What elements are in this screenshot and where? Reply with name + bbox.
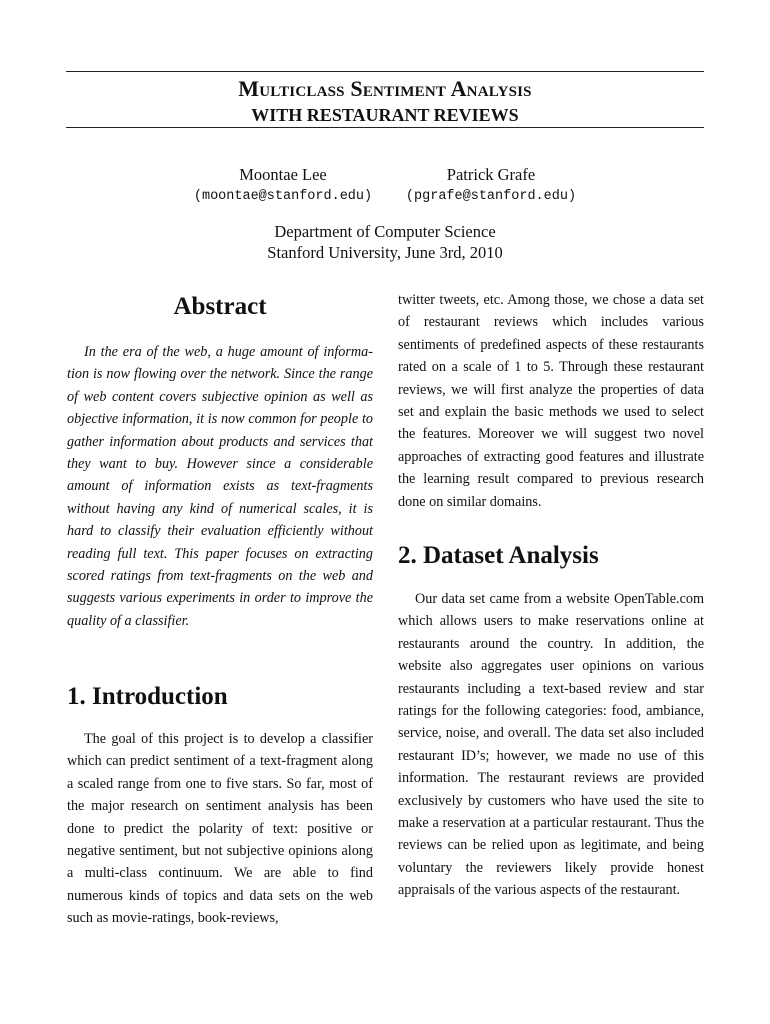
introduction-text: The goal of this project is to develop a classifier which can predict sentiment of a text-fragment along a scaled range from one to five stars. So far, most of the major research on sentiment analysis has been done to predict the polarity of text: positive or negative sentiment, but not subjective opinions along a multi-class continuum. We are able to find numerous kinds of topics and data sets on the web such as movie-ratings, book-reviews, <box>67 731 373 927</box>
university-date: Stanford University, June 3rd, 2010 <box>267 243 503 262</box>
author-email: (pgrafe@stanford.edu) <box>405 189 577 204</box>
title-bottom-rule <box>66 127 704 128</box>
introduction-continued <box>398 289 704 513</box>
dataset-analysis-heading: 2. Dataset Analysis <box>398 542 599 569</box>
author-block-1 <box>163 165 403 206</box>
department: Department of Computer Science <box>274 222 496 241</box>
title-top-rule <box>66 71 704 72</box>
abstract-heading: Abstract <box>173 293 267 320</box>
author-email: (moontae@stanford.edu) <box>193 189 373 204</box>
author-block-2 <box>371 165 611 206</box>
introduction-heading: 1. Introduction <box>67 683 228 710</box>
affiliation <box>0 221 770 263</box>
dataset-analysis-text: Our data set came from a website OpenTable.com which allows users to make reservations online at restaurants around the country. In addition, the website also aggregates user opinions on various restaurants including a text-based review and star ratings for the following categories: food, ambiance, service, noise, and overall. The data set also included restaurant ID’s; however, we made no use of this information. The restaurant reviews are provided exclusively by customers who have used the site to make a reservation at a particular restaurant. Thus the reviews can be relied upon as legitimate, and being voluntary the reviewers likely provide honest appraisals of the various aspects of the restaurant. <box>398 591 704 899</box>
author-name: Moontae Lee <box>239 165 327 184</box>
paper-title-line1: Multiclass Sentiment Analysis <box>238 76 532 101</box>
paper-title-line2: WITH RESTAURANT REVIEWS <box>251 105 519 125</box>
author-name: Patrick Grafe <box>446 165 536 184</box>
abstract-body <box>67 341 373 632</box>
abstract-text: In the era of the web, a huge amount of information is now flowing over the network. Since the range of web content covers subjective opinion as well as objective information, it is now common for people to gather information about products and services that they want to buy. However since a considerable amount of information exists as text-fragments without having any kind of numerical scales, it is hard to classify their evaluation efficiently without reading full text. This paper focuses on extracting scored ratings from text-fragments on the web and suggests various experiments in order to improve the quality of a classifier. <box>67 344 373 629</box>
dataset-analysis-body <box>398 588 704 902</box>
introduction-text-continued: twitter tweets, etc. Among those, we chose a data set of restaurant reviews which includes various sentiments of predefined aspects of these restaurants rated on a scale of 1 to 5. Through these restaurant reviews, we will first analyze the properties of data set and explain the basic methods we used to select the features. Moreover we will suggest two novel approaches of extracting good features and illustrate the learning result compared to previous research done on similar domains. <box>398 292 704 510</box>
introduction-body <box>67 728 373 930</box>
